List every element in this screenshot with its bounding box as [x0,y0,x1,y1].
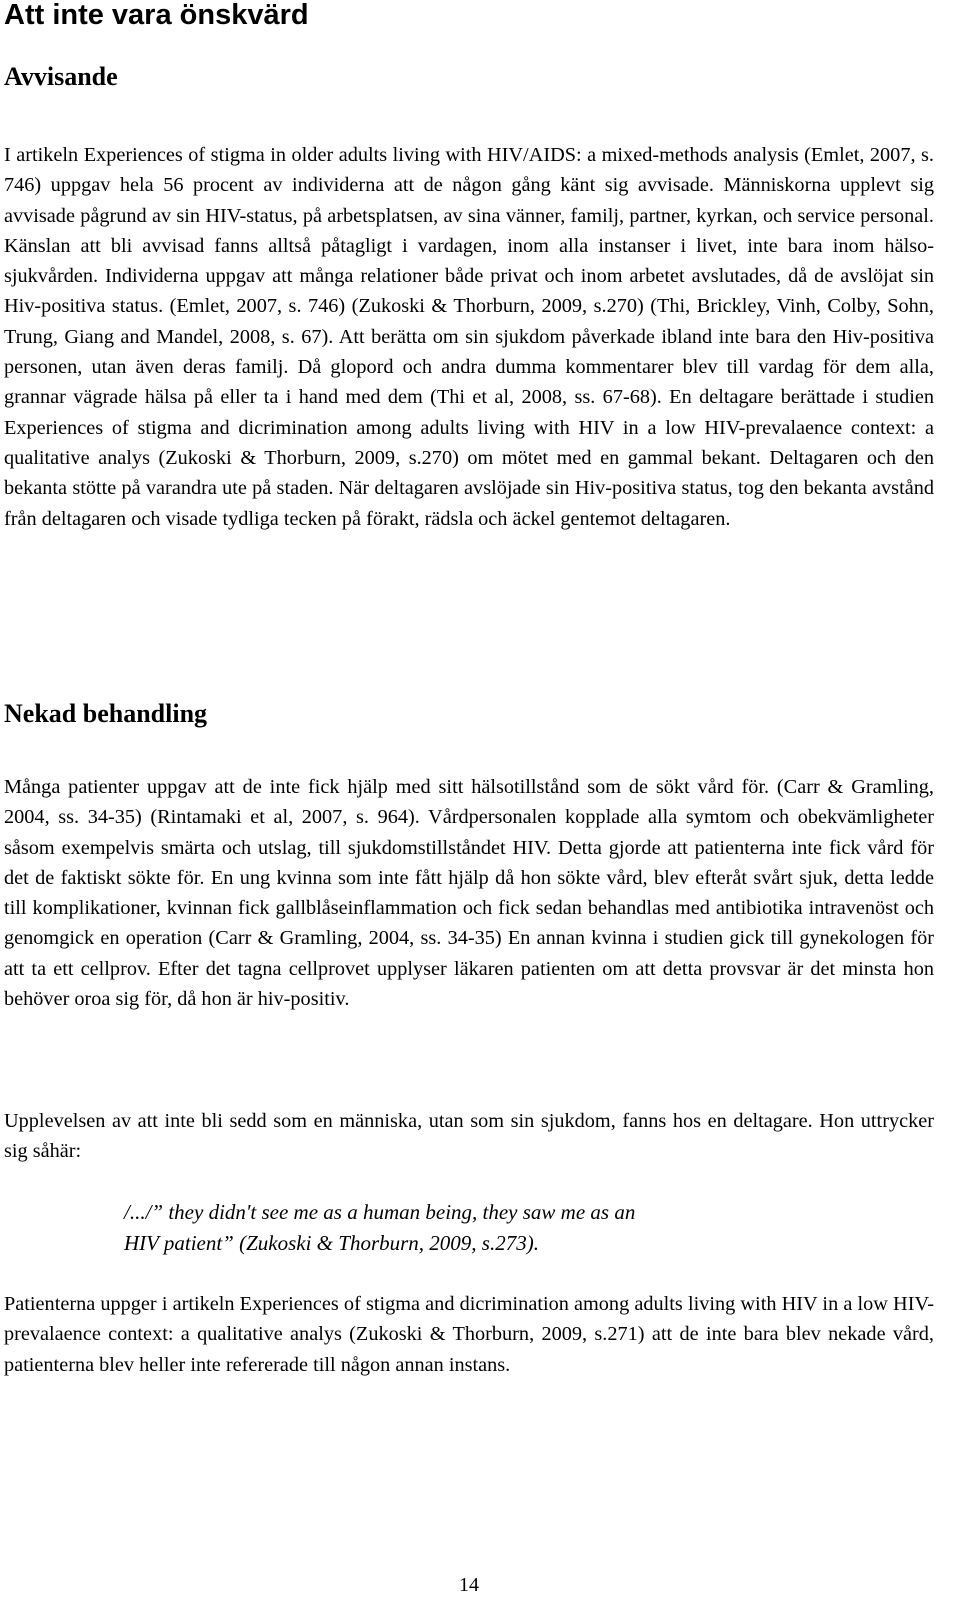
quote-line-2: HIV patient” (Zukoski & Thorburn, 2009, s.273). [124,1231,539,1255]
section-heading-avvisande: Avvisande [4,62,118,91]
paragraph-nekad-behandling: Många patienter uppgav att de inte fick hjälp med sitt hälsotillstånd som de sökt vård för. (Carr & Gramling, 2004, ss. 34-35) (Rintamaki et al, 2007, s. 964). Vårdpersonalen kopplade alla symtom och obekvämligheter såsom exempelvis smärta och utslag, till sjukdomstillståndet HIV. Detta gjorde att patienterna inte fick vård för det de faktiskt sökte för. En ung kvinna som inte fått hjälp då hon sökte vård, blev efteråt svårt sjuk, detta ledde till komplikationer, kvinnan fick gallblåseinflammation och fick sedan behandlas med antibiotika intravenöst och genomgick en operation (Carr & Gramling, 2004, ss. 34-35) En annan kvinna i studien gick till gynekologen för att ta ett cellprov. Efter det tagna cellprovet upplyser läkaren patienten om att detta provsvar är det minsta hon behöver oroa sig för, då hon är hiv-positiv. [4,776,934,1011]
paragraph-avvisande: I artikeln Experiences of stigma in older adults living with HIV/AIDS: a mixed-methods analysis (Emlet, 2007, s. 746) uppgav hela 56 procent av individerna att de någon gång känt sig avvisade. Människorna upplevt sig avvisade pågrund av sin HIV-status, på arbetsplatsen, av sina vänner, familj, partner, kyrkan, och service personal. Känslan att bli avvisad fanns alltså påtagligt i vardagen, inom alla instanser i livet, inte bara inom hälso-sjukvården. Individerna uppgav att många relationer både privat och inom arbetet avslutades, då de avslöjat sin Hiv-positiva status. (Emlet, 2007, s. 746) (Zukoski & Thorburn, 2009, s.270) (Thi, Brickley, Vinh, Colby, Sohn, Trung, Giang and Mandel, 2008, s. 67). Att berätta om sin sjukdom påverkade ibland inte bara den Hiv-positiva personen, utan även deras familj. Då glopord och andra dumma kommentarer blev till vardag för dem alla, grannar vägrade hälsa på eller ta i hand med dem (Thi et al, 2008, ss. 67-68). En deltagare berättade i studien Experiences of stigma and dicrimination among adults living with HIV in a low HIV-prevalaence context: a qualitative analys (Zukoski & Thorburn, 2009, s.270) om mötet med en gammal bekant. Deltagaren och den bekanta stötte på varandra ute på staden. När deltagaren avslöjade sin Hiv-positiva status, tog den bekanta avstånd från deltagaren och visade tydliga tecken på förakt, rädsla och äckel gentemot deltagaren. [4,144,934,530]
paragraph-closing: Patienterna uppger i artikeln Experiences of stigma and dicrimination among adults living with HIV in a low HIV-prevalaence context: a qualitative analys (Zukoski & Thorburn, 2009, s.271) att de inte bara blev nekade vård, patienterna blev heller inte refererade till någon annan instans. [4,1293,934,1376]
chapter-title: Att inte vara önskvärd [4,0,309,31]
page-number: 14 [459,1574,479,1596]
quote-line-1: /.../” they didn't see me as a human being, they saw me as an [124,1200,636,1224]
block-quote [124,1197,824,1259]
paragraph-upplevelsen: Upplevelsen av att inte bli sedd som en människa, utan som sin sjukdom, fanns hos en deltagare. Hon uttrycker sig såhär: [4,1110,934,1163]
section-heading-nekad-behandling: Nekad behandling [4,699,208,728]
